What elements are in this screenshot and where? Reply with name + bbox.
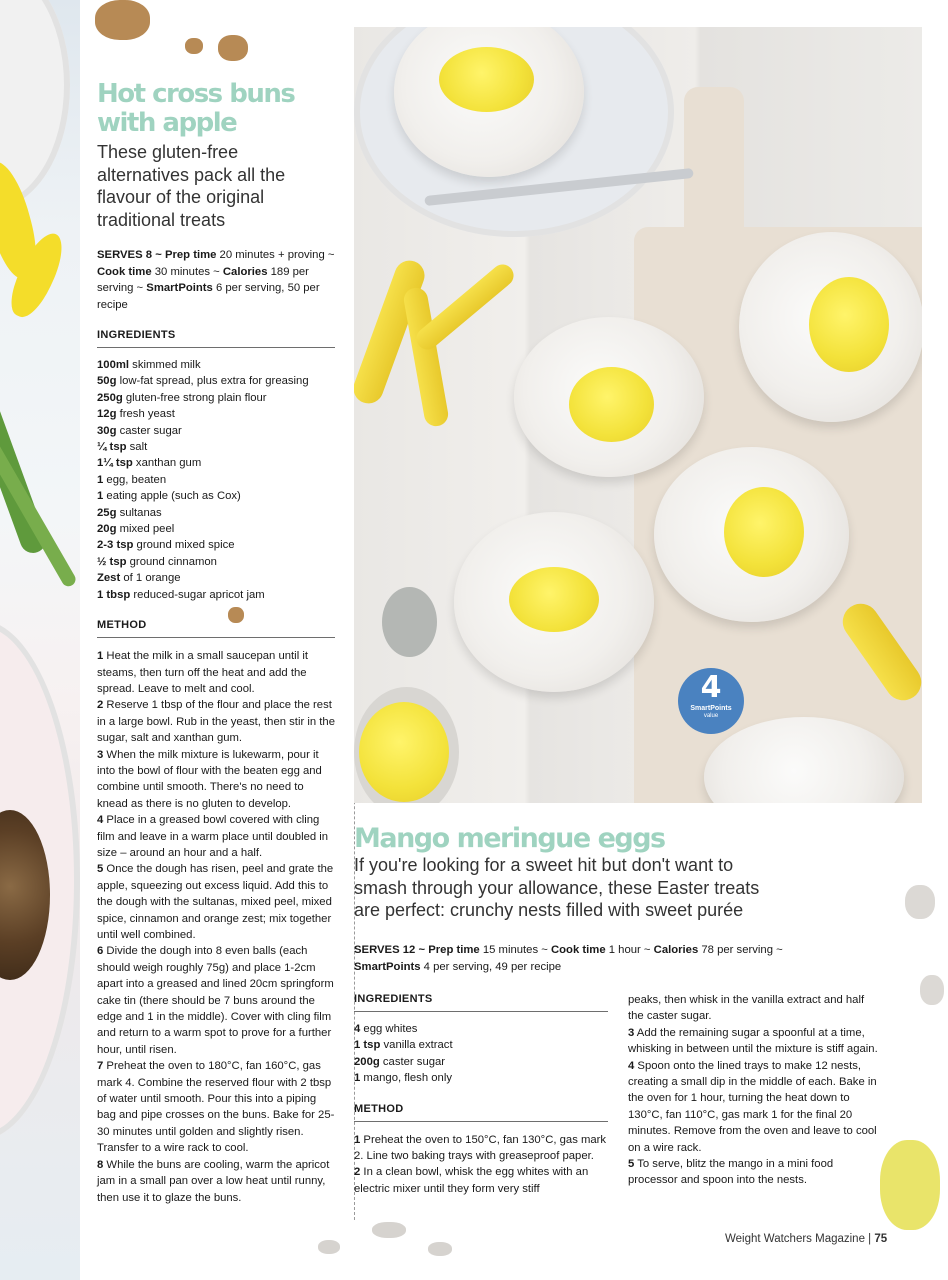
step-text: Divide the dough into 8 even balls (each should weigh roughly 75g) and place 1-2cm apart into a greased and lined 20cm springform cake tin (there should be 7 buns around the edge and 1 in the middle). Cover with cling film and return to a warm spot to prove for a further hour, until risen. bbox=[97, 945, 334, 1056]
step-number: 5 bbox=[628, 1158, 635, 1171]
recipe2-col2 bbox=[628, 992, 880, 1189]
meta-label: Cook time bbox=[551, 944, 606, 956]
ingredient-text: egg, beaten bbox=[103, 473, 167, 486]
meringue-crumb bbox=[920, 975, 944, 1005]
method-step bbox=[97, 1058, 335, 1156]
ingredients-list bbox=[97, 357, 335, 603]
ingredient-item bbox=[354, 1037, 608, 1053]
method-step bbox=[97, 1157, 335, 1206]
daffodil-stem bbox=[0, 391, 78, 589]
title-line: Hot cross buns bbox=[97, 79, 295, 109]
meta-value: 6 per serving, 50 per recipe bbox=[97, 282, 320, 311]
meringue-crumb bbox=[372, 1222, 406, 1238]
recipe-title: Mango meringue eggs bbox=[354, 823, 665, 854]
meta-value: 78 per serving ~ bbox=[698, 944, 783, 956]
page-footer bbox=[725, 1233, 887, 1245]
step-text: Preheat the oven to 150°C, fan 130°C, gas mark 2. Line two baking trays with greaseproof paper. bbox=[354, 1133, 607, 1163]
left-photo-strip bbox=[0, 0, 80, 1280]
method-step bbox=[628, 1025, 880, 1058]
ingredient-text: fresh yeast bbox=[116, 408, 175, 421]
mango-puree bbox=[509, 567, 599, 632]
step-number: 3 bbox=[628, 1026, 635, 1039]
mango-puree bbox=[439, 47, 534, 112]
ingredient-item bbox=[354, 1054, 608, 1070]
recipe-hot-cross-buns bbox=[97, 80, 335, 1206]
recipe-subtitle: If you're looking for a sweet hit but don't want to smash through your allowance, these Easter treats are perfect: crunchy nests filled with sweet purée bbox=[354, 855, 760, 920]
title-line: with apple bbox=[97, 108, 237, 138]
step-number: 4 bbox=[97, 814, 104, 827]
step-number: 2 bbox=[97, 699, 104, 712]
step-text: Heat the milk in a small saucepan until it steams, then turn off the heat and add the spread. Leave to melt and cool. bbox=[97, 650, 308, 695]
crumb-decoration bbox=[218, 35, 248, 61]
method-step bbox=[628, 992, 880, 1025]
ingredient-item bbox=[354, 1021, 608, 1037]
ingredient-qty: 30g bbox=[97, 424, 117, 437]
ingredient-item bbox=[97, 472, 335, 488]
ingredient-qty: ¼ tsp bbox=[97, 441, 127, 454]
step-number: 7 bbox=[97, 1060, 104, 1073]
meta-label: SmartPoints bbox=[354, 960, 421, 973]
ingredient-qty: 1 tbsp bbox=[97, 588, 131, 601]
ingredient-qty: Zest bbox=[97, 572, 121, 585]
step-number: 1 bbox=[354, 1133, 361, 1146]
method-step bbox=[97, 812, 335, 861]
badge-number: 4 bbox=[700, 670, 722, 705]
meta-label: SERVES bbox=[354, 944, 400, 956]
ingredient-qty: 1 bbox=[354, 1072, 361, 1085]
meta-label: Cook time bbox=[97, 265, 152, 278]
badge-label: SmartPoints bbox=[690, 705, 732, 712]
ingredient-text: xanthan gum bbox=[132, 457, 202, 470]
ingredient-qty: 200g bbox=[354, 1055, 380, 1068]
step-text: Add the remaining sugar a spoonful at a time, whisking in between until the mixture is stiff again. bbox=[628, 1026, 878, 1056]
ingredient-text: ground cinnamon bbox=[126, 555, 217, 568]
ingredient-qty: 250g bbox=[97, 391, 123, 404]
meta-value: 4 per serving, 49 per recipe bbox=[420, 960, 562, 973]
recipe-subtitle: These gluten-free alternatives pack all the flavour of the original traditional treats bbox=[97, 142, 286, 230]
ingredient-item bbox=[97, 537, 335, 553]
ingredient-item bbox=[97, 406, 335, 422]
step-text: While the buns are cooling, warm the apricot jam in a small pan over a low heat until runny, then use it to glaze the buns. bbox=[97, 1158, 330, 1204]
meta-label: SmartPoints bbox=[146, 282, 213, 294]
ingredient-qty: 20g bbox=[97, 523, 117, 536]
recipe-meta bbox=[97, 247, 335, 313]
ingredient-text: ground mixed spice bbox=[133, 539, 235, 552]
meta-label: Calories bbox=[222, 265, 268, 278]
crumb-decoration bbox=[95, 0, 150, 40]
recipe-mango-meringue bbox=[354, 823, 794, 922]
ingredients-heading: INGREDIENTS bbox=[97, 329, 335, 348]
mango-puree bbox=[724, 487, 804, 577]
method-step bbox=[354, 1132, 608, 1165]
ingredient-qty: 25g bbox=[97, 506, 117, 519]
step-text: In a clean bowl, whisk the egg whites with an electric mixer until they form very stiff bbox=[354, 1166, 589, 1195]
step-text: Reserve 1 tbsp of the flour and place the rest in a large bowl. Rub in the yeast, then stir in the sugar, salt and xanthan gum. bbox=[97, 699, 335, 745]
ingredient-item bbox=[97, 357, 335, 373]
ingredient-item bbox=[97, 439, 335, 455]
mango-puree-bowl bbox=[359, 702, 449, 802]
step-text: To serve, blitz the mango in a mini food processor and spoon into the nests. bbox=[628, 1158, 834, 1187]
step-number: 5 bbox=[97, 863, 104, 876]
method-step bbox=[628, 1058, 880, 1156]
meta-value: 12 ~ bbox=[399, 944, 429, 956]
meringue-photo bbox=[354, 27, 922, 803]
badge-sublabel: value bbox=[703, 713, 719, 719]
step-number: 1 bbox=[97, 650, 104, 663]
step-number: 6 bbox=[97, 945, 104, 958]
step-number: 2 bbox=[354, 1166, 361, 1179]
ingredient-text: gluten-free strong plain flour bbox=[122, 391, 267, 404]
ingredient-item bbox=[354, 1070, 608, 1086]
ingredient-qty: 1 bbox=[97, 490, 104, 503]
meta-value: 20 minutes + proving ~ bbox=[216, 249, 335, 261]
method-step bbox=[97, 747, 335, 813]
step-text: Spoon onto the lined trays to make 12 nests, creating a small dip in the middle of each. Bake in the oven for 1 hour, turning the heat down to 130°C, fan 110°C, gas mark 1 for the final 20 minutes. Remove from the oven and leave to cool on a wire rack. bbox=[628, 1059, 877, 1154]
meta-label: Calories bbox=[653, 944, 699, 956]
ingredient-item bbox=[97, 488, 335, 504]
mango-puree bbox=[569, 367, 654, 442]
ingredient-item bbox=[97, 373, 335, 389]
method-steps bbox=[97, 648, 335, 1206]
meta-label: SERVES bbox=[97, 249, 143, 261]
recipe-title bbox=[97, 80, 335, 138]
step-text: When the milk mixture is lukewarm, pour it into the bowl of flour with the beaten egg and combine until smooth. There's no need to knead as there is no gluten to develop. bbox=[97, 748, 322, 810]
ingredient-qty: 4 bbox=[354, 1023, 361, 1035]
ingredient-text: caster sugar bbox=[379, 1055, 446, 1068]
step-number: 3 bbox=[97, 748, 104, 761]
ingredient-text: of 1 orange bbox=[120, 572, 181, 585]
method-heading: METHOD bbox=[354, 1103, 608, 1122]
method-step bbox=[97, 697, 335, 746]
meta-value: 189 per serving ~ bbox=[97, 265, 309, 294]
ingredient-text: salt bbox=[126, 441, 148, 454]
ingredient-item bbox=[97, 455, 335, 471]
ingredient-text: mixed peel bbox=[116, 523, 175, 536]
spoon bbox=[382, 587, 437, 657]
meta-value: 8 ~ bbox=[142, 249, 165, 261]
ingredient-text: reduced-sugar apricot jam bbox=[130, 588, 265, 601]
ingredient-text: vanilla extract bbox=[380, 1039, 453, 1052]
meta-value: 30 minutes ~ bbox=[151, 265, 223, 278]
meta-label: Prep time bbox=[164, 249, 217, 261]
ingredient-item bbox=[97, 554, 335, 570]
ingredient-item bbox=[97, 505, 335, 521]
ingredient-item bbox=[97, 423, 335, 439]
ingredient-text: mango, flesh only bbox=[360, 1072, 452, 1085]
ingredient-item bbox=[97, 587, 335, 603]
ingredient-qty: 1 bbox=[97, 473, 104, 486]
method-step bbox=[97, 861, 335, 943]
page-number: 75 bbox=[874, 1233, 888, 1245]
step-text: Place in a greased bowl covered with cling film and leave in a warm place until doubled in size – around an hour and a half. bbox=[97, 814, 329, 859]
meta-value: 1 hour ~ bbox=[605, 944, 654, 956]
ingredient-qty: 1 tsp bbox=[354, 1039, 381, 1052]
ingredient-qty: 1¼ tsp bbox=[97, 457, 133, 470]
method-steps bbox=[354, 1132, 608, 1198]
ingredient-qty: 50g bbox=[97, 375, 117, 388]
ingredient-qty: 12g bbox=[97, 408, 117, 421]
mango-slice bbox=[402, 286, 450, 428]
method-step bbox=[628, 1156, 880, 1189]
step-text: peaks, then whisk in the vanilla extract and half the caster sugar. bbox=[628, 994, 865, 1023]
ingredient-item bbox=[97, 390, 335, 406]
ingredient-text: sultanas bbox=[116, 506, 162, 519]
meringue-crumb bbox=[428, 1242, 452, 1256]
step-text: Preheat the oven to 180°C, fan 160°C, gas mark 4. Combine the reserved flour with 2 tbsp of water until smooth. Pour this into a piping bag and pipe crosses on the buns. Bake for 25-30 minutes until golden and slightly risen. Transfer to a wire rack to cool. bbox=[97, 1060, 335, 1155]
meringue-crumb bbox=[318, 1240, 340, 1254]
ingredient-text: skimmed milk bbox=[129, 359, 201, 371]
magazine-name: Weight Watchers Magazine bbox=[725, 1233, 865, 1245]
mango-puree bbox=[809, 277, 889, 372]
step-text: Once the dough has risen, peel and grate the apple, squeezing out excess liquid. Add this to the dough with the sultanas, mixed peel, mixed spice, cinnamon and orange zest; mix together until well combined. bbox=[97, 863, 334, 941]
ingredients-heading: INGREDIENTS bbox=[354, 993, 608, 1012]
ingredient-qty: ½ tsp bbox=[97, 555, 127, 568]
smartpoints-badge bbox=[678, 668, 744, 734]
step-number: 8 bbox=[97, 1158, 104, 1171]
mango-crumb bbox=[880, 1140, 940, 1230]
ingredient-qty: 2-3 tsp bbox=[97, 539, 134, 552]
ingredient-text: egg whites bbox=[360, 1023, 418, 1035]
recipe2-col1 bbox=[354, 993, 608, 1197]
method-step bbox=[354, 1164, 608, 1197]
ingredient-text: eating apple (such as Cox) bbox=[103, 490, 241, 503]
meringue-crumb bbox=[905, 885, 935, 919]
crumb-decoration bbox=[185, 38, 203, 54]
step-number: 4 bbox=[628, 1059, 635, 1072]
ingredient-text: caster sugar bbox=[116, 424, 182, 437]
ingredients-list bbox=[354, 1021, 608, 1087]
footer-separator: | bbox=[864, 1233, 875, 1245]
ingredient-item bbox=[97, 570, 335, 586]
method-step bbox=[97, 943, 335, 1058]
ingredient-qty: 100ml bbox=[97, 359, 130, 371]
meta-label: Prep time bbox=[428, 944, 480, 956]
method-step bbox=[97, 648, 335, 697]
ingredient-item bbox=[97, 521, 335, 537]
recipe-meta bbox=[354, 942, 794, 975]
method-heading: METHOD bbox=[97, 619, 335, 638]
meta-value: 15 minutes ~ bbox=[479, 944, 551, 956]
ingredient-text: low-fat spread, plus extra for greasing bbox=[116, 375, 309, 388]
